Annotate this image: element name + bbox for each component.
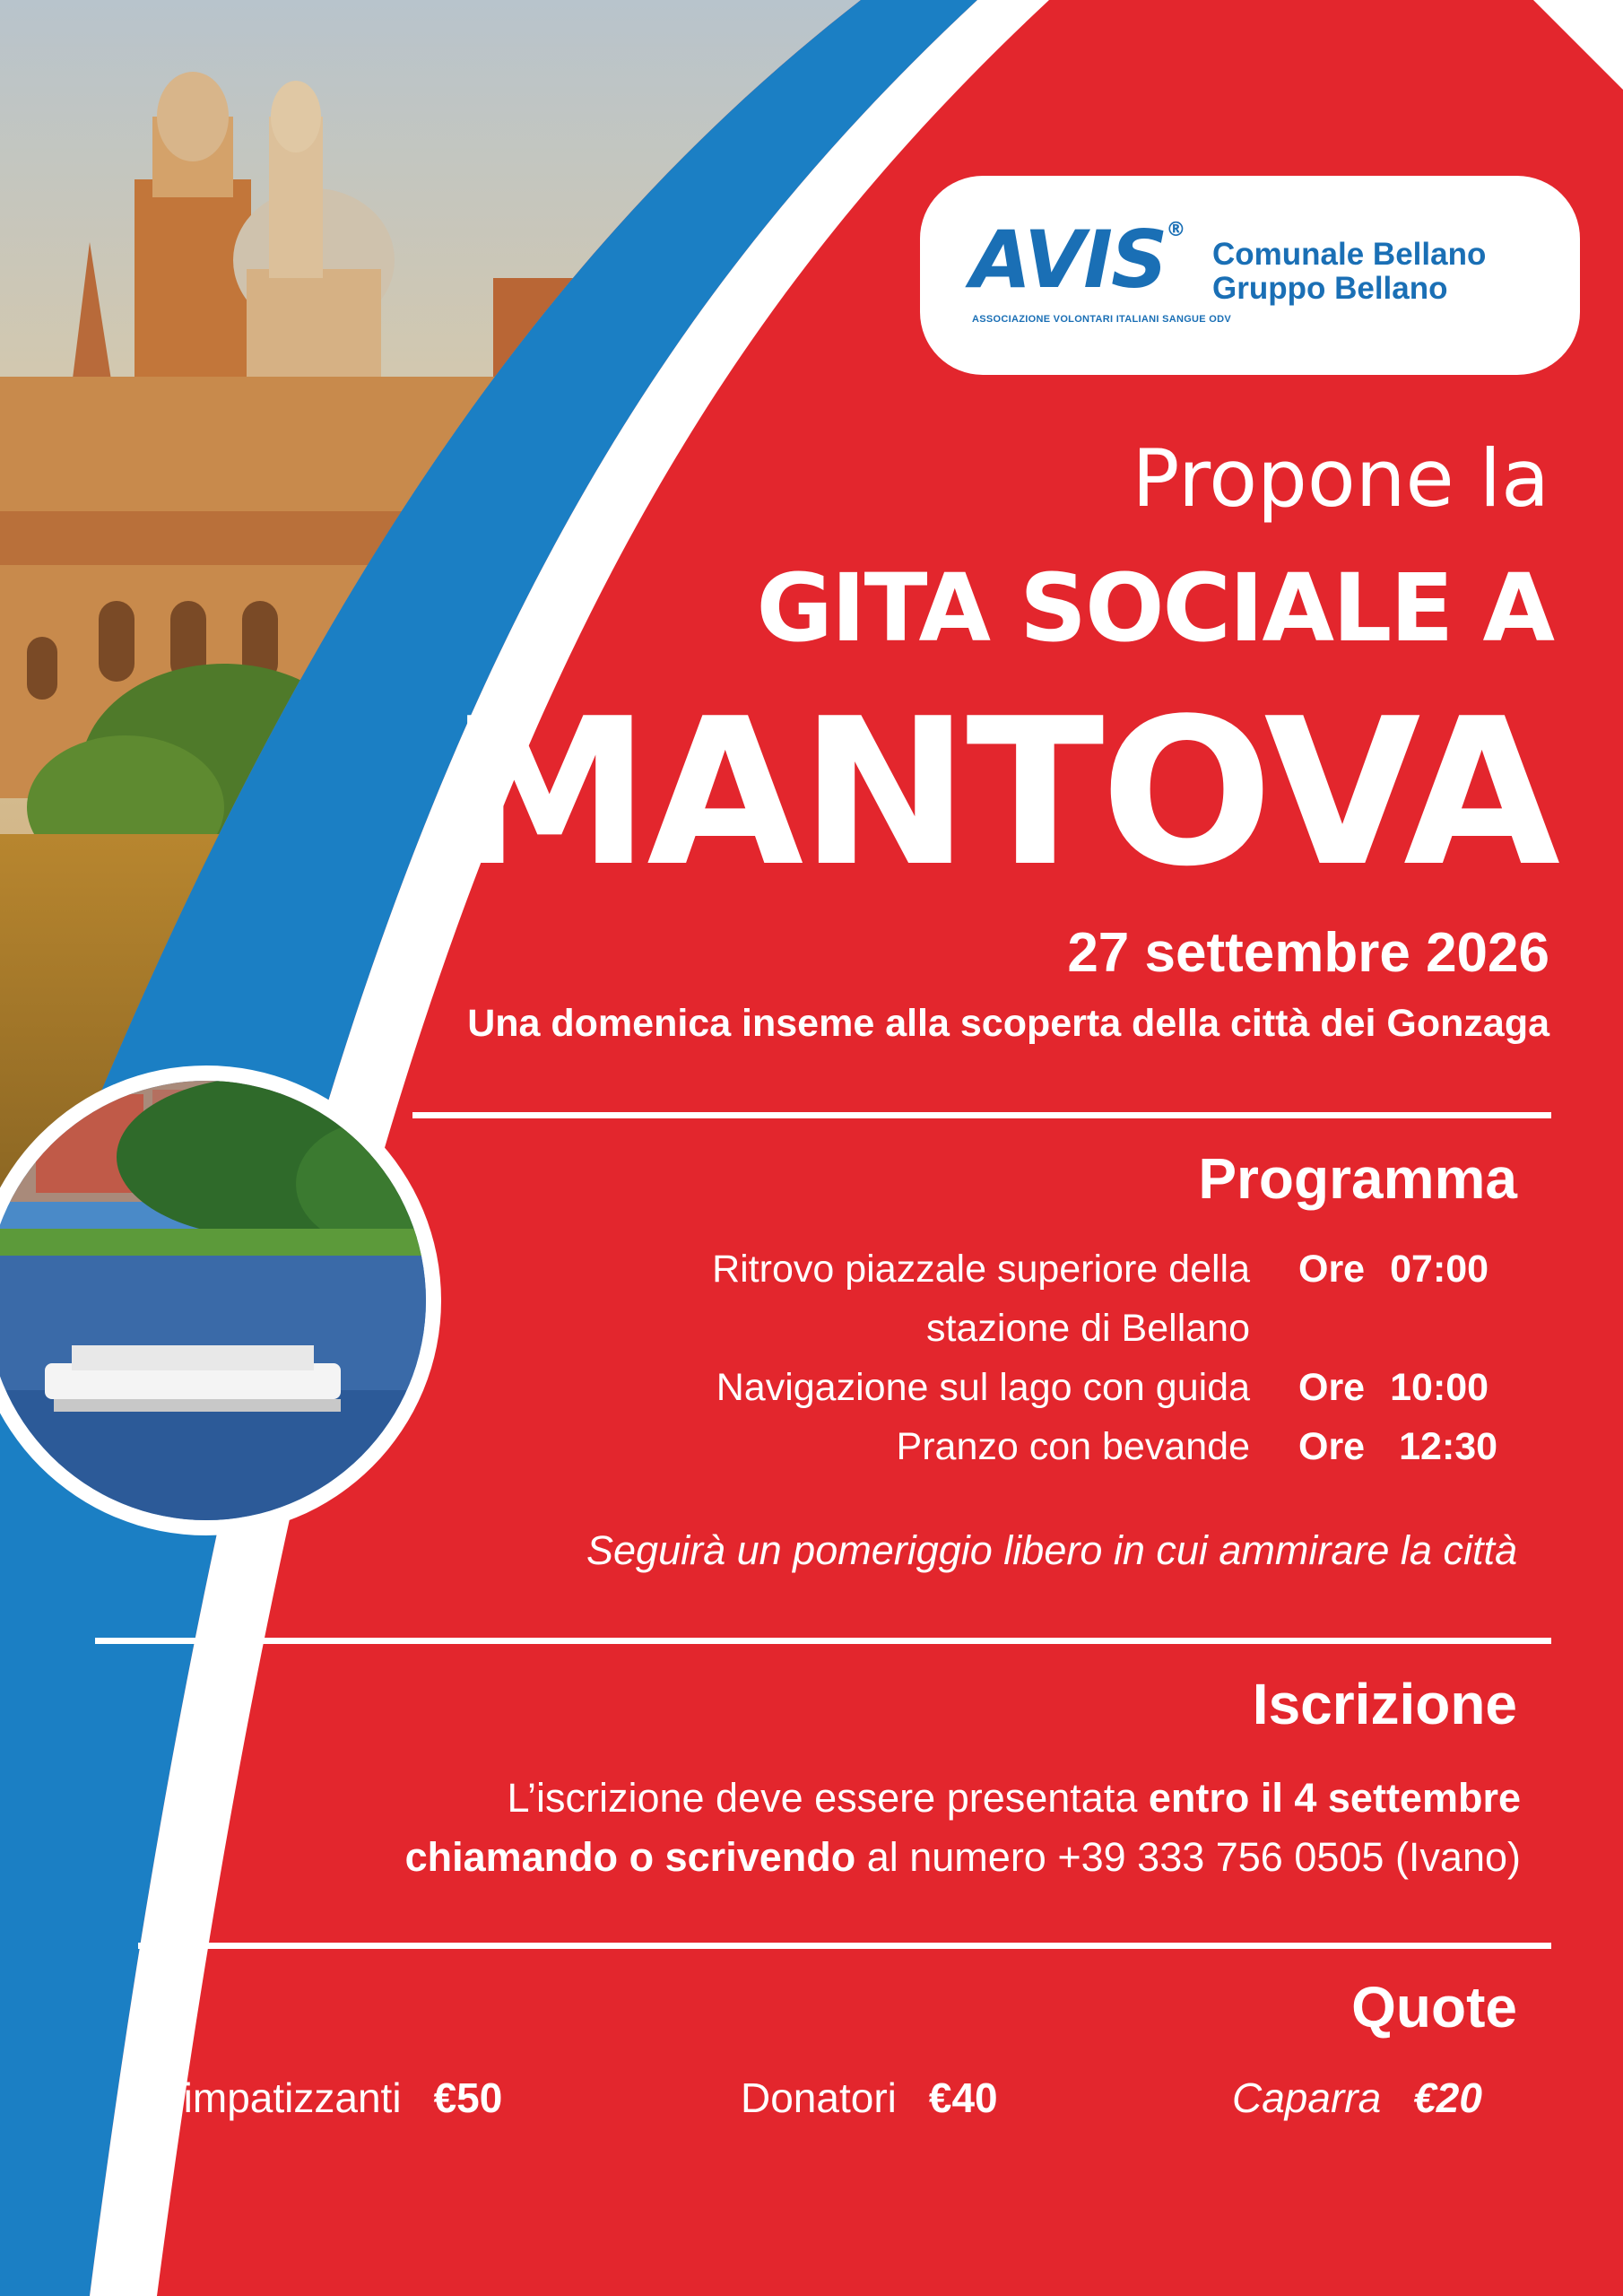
program-note: Seguirà un pomeriggio libero in cui ammirare la città [586,1527,1517,1573]
programma-title: Programma [1198,1146,1517,1211]
program-item-2-time: Ore 10:00 [1298,1366,1489,1409]
event-date: 27 settembre 2026 [1067,922,1549,984]
program-item-1-line1: Ritrovo piazzale superiore della [712,1248,1250,1291]
program-item-2: Navigazione sul lago con guida [716,1366,1250,1409]
program-item-3-time: Ore 12:30 [1298,1425,1498,1468]
logo-line-gruppo: Gruppo Bellano [1212,271,1448,306]
avis-logo-subtitle: ASSOCIAZIONE VOLONTARI ITALIANI SANGUE ODV [972,314,1232,325]
event-tagline: Una domenica inseme alla scoperta della città dei Gonzaga [467,1002,1549,1045]
program-item-1-time: Ore 07:00 [1298,1248,1489,1291]
headline-city: MANTOVA [448,675,1557,911]
avis-logo-box [920,176,1580,375]
logo-line-comunale: Comunale Bellano [1212,237,1487,272]
headline-intro: Propone la [1132,432,1549,525]
iscrizione-line-2: chiamando o scrivendo al numero +39 333 756 0505 (Ivano) [404,1834,1521,1880]
avis-logo: AVIS® [970,213,1185,306]
quote-donatori: Donatori €40 [741,2074,998,2121]
divider-2 [95,1638,1551,1644]
program-item-1-line2: stazione di Bellano [926,1307,1250,1350]
headline-title: GITA SOCIALE A [756,553,1553,663]
quote-simpatizzanti: Simpatizzanti €50 [156,2074,503,2121]
program-item-3: Pranzo con bevande [896,1425,1250,1468]
quote-title: Quote [1351,1975,1517,2039]
iscrizione-title: Iscrizione [1252,1672,1517,1736]
divider-3 [138,1943,1551,1949]
iscrizione-line-1: L’iscrizione deve essere presentata entro il 4 settembre [507,1775,1521,1821]
quote-caparra: Caparra €20 [1232,2074,1482,2121]
divider-1 [412,1112,1551,1118]
